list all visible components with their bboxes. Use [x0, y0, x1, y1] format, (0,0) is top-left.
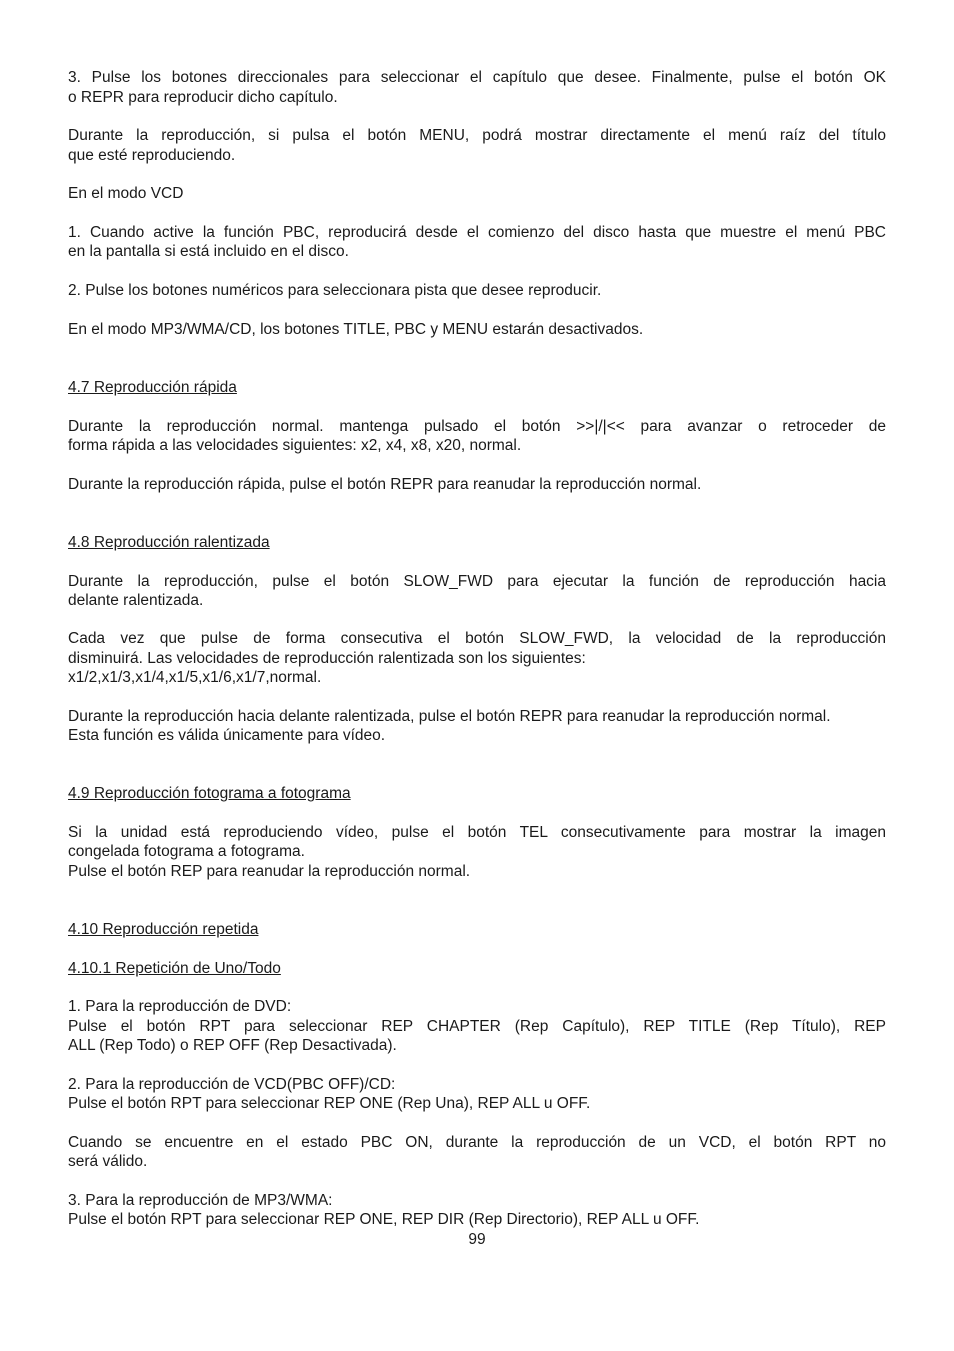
- paragraph-line: ALL (Rep Todo) o REP OFF (Rep Desactivada).: [68, 1037, 397, 1054]
- paragraph-line: Durante la reproducción normal. mantenga pulsado el botón >>|/|<< para avanzar o retroceder de: [68, 418, 886, 435]
- paragraph-line: Durante la reproducción hacia delante ralentizada, pulse el botón REPR para reanudar la reproducción normal.: [68, 708, 831, 725]
- section-heading-4-8: 4.8 Reproducción ralentizada: [68, 534, 270, 551]
- list-item: 3. Para la reproducción de MP3/WMA:: [68, 1192, 333, 1209]
- paragraph-line: x1/2,x1/3,x1/4,x1/5,x1/6,x1/7,normal.: [68, 669, 322, 686]
- paragraph-line: Durante la reproducción rápida, pulse el botón REPR para reanudar la reproducción normal.: [68, 476, 702, 493]
- paragraph-line: Pulse el botón RPT para seleccionar REP ONE, REP DIR (Rep Directorio), REP ALL u OFF.: [68, 1211, 700, 1228]
- paragraph-line: En el modo MP3/WMA/CD, los botones TITLE, PBC y MENU estarán desactivados.: [68, 321, 644, 338]
- section-heading-4-10: 4.10 Reproducción repetida: [68, 921, 259, 938]
- section-heading-4-9: 4.9 Reproducción fotograma a fotograma: [68, 785, 351, 802]
- paragraph-line: Cuando se encuentre en el estado PBC ON, durante la reproducción de un VCD, el botón RPT no: [68, 1134, 886, 1151]
- paragraph-line: será válido.: [68, 1153, 148, 1170]
- paragraph-line: Pulse el botón RPT para seleccionar REP ONE (Rep Una), REP ALL u OFF.: [68, 1095, 591, 1112]
- paragraph-line: delante ralentizada.: [68, 592, 204, 609]
- list-item: 1. Para la reproducción de DVD:: [68, 998, 292, 1015]
- paragraph-line: que esté reproduciendo.: [68, 147, 236, 164]
- paragraph-line: Si la unidad está reproduciendo vídeo, pulse el botón TEL consecutivamente para mostrar la imagen: [68, 824, 886, 841]
- paragraph-line: Durante la reproducción, pulse el botón SLOW_FWD para ejecutar la función de reproducción hacia: [68, 573, 886, 590]
- section-heading-4-7: 4.7 Reproducción rápida: [68, 379, 237, 396]
- paragraph-line: Pulse el botón RPT para seleccionar REP CHAPTER (Rep Capítulo), REP TITLE (Rep Título), REP: [68, 1018, 886, 1035]
- paragraph-line: congelada fotograma a fotograma.: [68, 843, 305, 860]
- paragraph-line: Pulse el botón REP para reanudar la reproducción normal.: [68, 863, 471, 880]
- list-item: 2. Para la reproducción de VCD(PBC OFF)/CD:: [68, 1076, 396, 1093]
- paragraph-line: forma rápida a las velocidades siguientes: x2, x4, x8, x20, normal.: [68, 437, 522, 454]
- paragraph-line: o REPR para reproducir dicho capítulo.: [68, 89, 338, 106]
- paragraph-line: disminuirá. Las velocidades de reproducción ralentizada son los siguientes:: [68, 650, 586, 667]
- paragraph-line: Esta función es válida únicamente para vídeo.: [68, 727, 386, 744]
- subsection-heading-4-10-1: 4.10.1 Repetición de Uno/Todo: [68, 960, 281, 977]
- paragraph-line: 1. Cuando active la función PBC, reproducirá desde el comienzo del disco hasta que muestre el menú PBC: [68, 224, 886, 241]
- paragraph-line: en la pantalla si está incluido en el disco.: [68, 243, 349, 260]
- page-number: 99: [468, 1231, 486, 1248]
- paragraph-line: En el modo VCD: [68, 185, 184, 202]
- paragraph-line: 2. Pulse los botones numéricos para seleccionara pista que desee reproducir.: [68, 282, 602, 299]
- paragraph-line: Durante la reproducción, si pulsa el botón MENU, podrá mostrar directamente el menú raíz del título: [68, 127, 886, 144]
- paragraph-line: 3. Pulse los botones direccionales para seleccionar el capítulo que desee. Finalmente, pulse el botón OK: [68, 69, 886, 86]
- paragraph-line: Cada vez que pulse de forma consecutiva el botón SLOW_FWD, la velocidad de la reproducción: [68, 630, 886, 647]
